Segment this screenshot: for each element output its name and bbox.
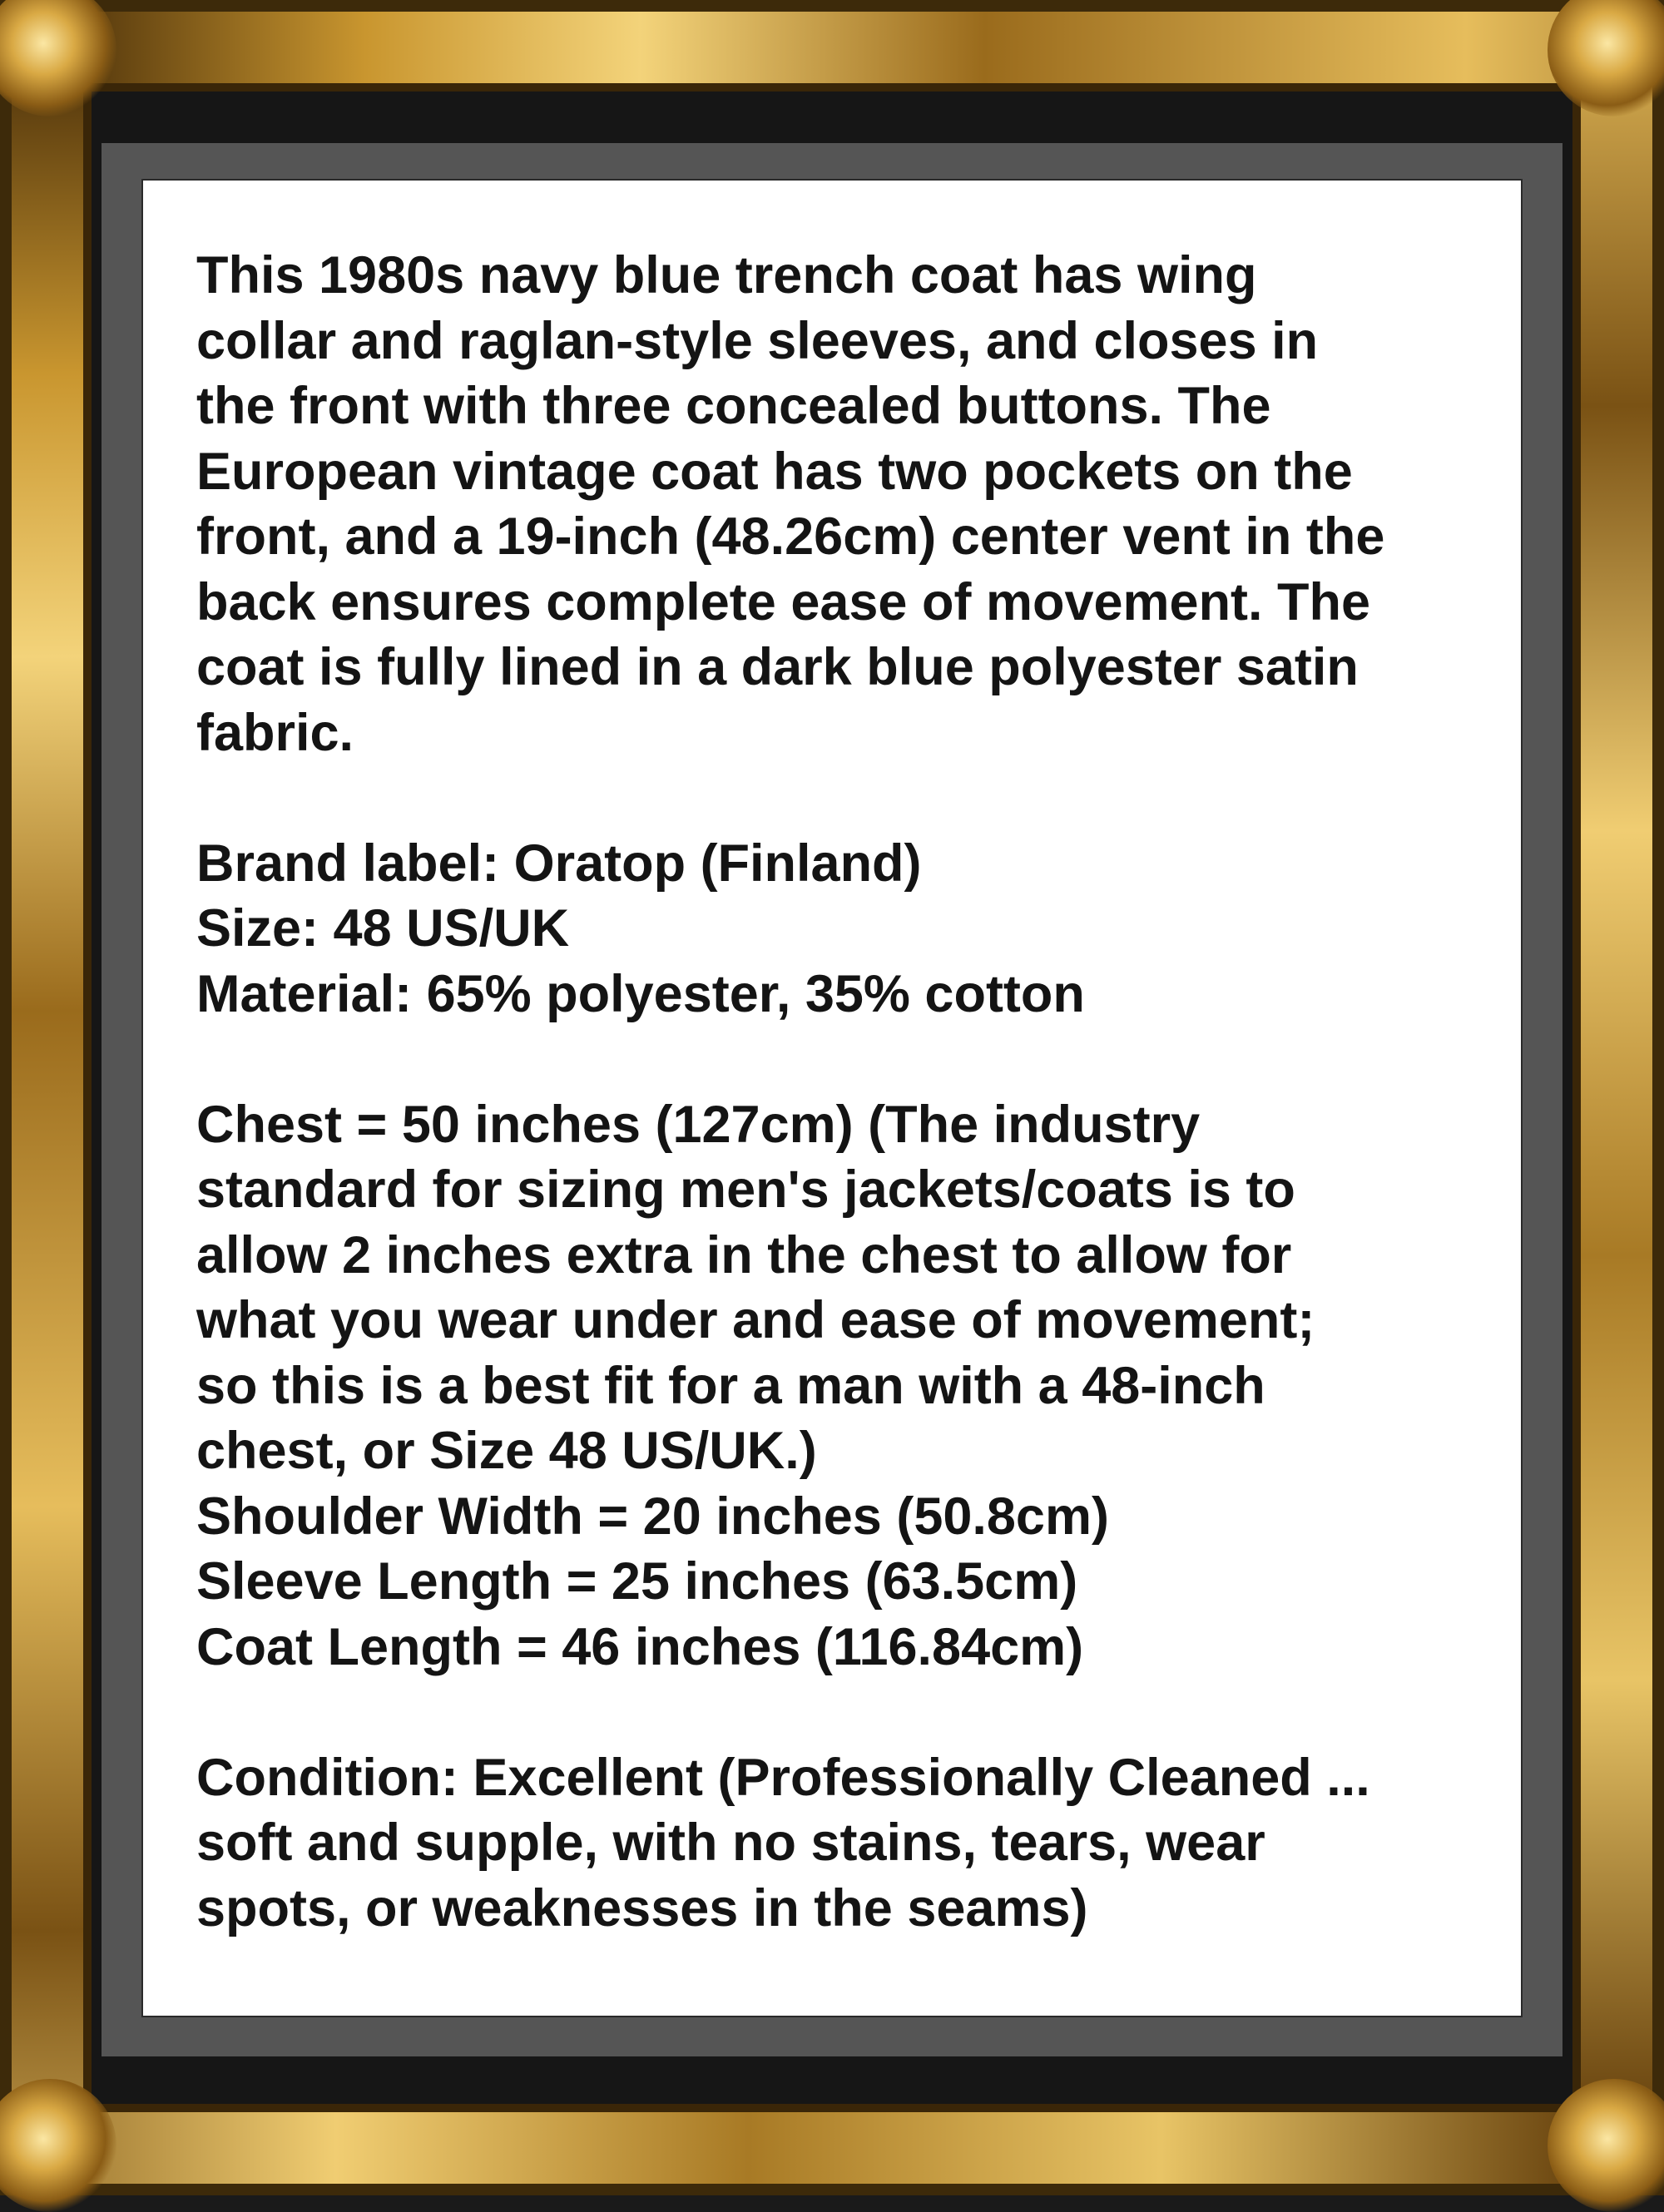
description-line: fabric. [196,703,354,762]
chest-measurement-line: standard for sizing men's jackets/coats is to [196,1160,1295,1219]
chest-measurement-line: so this is a best fit for a man with a 48-inch [196,1356,1265,1415]
chest-measurement-line: chest, or Size 48 US/UK.) [196,1422,817,1480]
brand-label: Brand label: Oratop (Finland) [196,834,922,893]
chest-measurement-line: allow 2 inches extra in the chest to allow for [196,1225,1292,1284]
details-paragraph [196,831,1503,1027]
description-line: This 1980s navy blue trench coat has wing [196,246,1257,304]
description-line: the front with three concealed buttons. The [196,377,1271,435]
description-line: collar and raglan-style sleeves, and closes in [196,311,1319,370]
shoulder-width: Shoulder Width = 20 inches (50.8cm) [196,1487,1109,1546]
description-line: back ensures complete ease of movement. The [196,572,1371,631]
coat-length: Coat Length = 46 inches (116.84cm) [196,1617,1084,1676]
description-paragraph [196,243,1503,765]
chest-measurement-line: Chest = 50 inches (127cm) (The industry [196,1095,1201,1154]
description-line: coat is fully lined in a dark blue polyester satin [196,638,1359,696]
description-line: European vintage coat has two pockets on the [196,442,1353,501]
material-label: Material: 65% polyester, 35% cotton [196,964,1085,1023]
condition-line: Condition: Excellent (Professionally Cleaned ... [196,1748,1370,1807]
condition-line: soft and supple, with no stains, tears, wear [196,1814,1265,1872]
product-description [196,243,1503,2007]
condition-paragraph [196,1745,1503,1942]
measurements-paragraph [196,1092,1503,1680]
condition-line: spots, or weaknesses in the seams) [196,1878,1088,1937]
chest-measurement-line: what you wear under and ease of movement; [196,1291,1315,1349]
size-label: Size: 48 US/UK [196,899,570,958]
sleeve-length: Sleeve Length = 25 inches (63.5cm) [196,1552,1078,1611]
description-line: front, and a 19-inch (48.26cm) center vent in the [196,507,1385,566]
